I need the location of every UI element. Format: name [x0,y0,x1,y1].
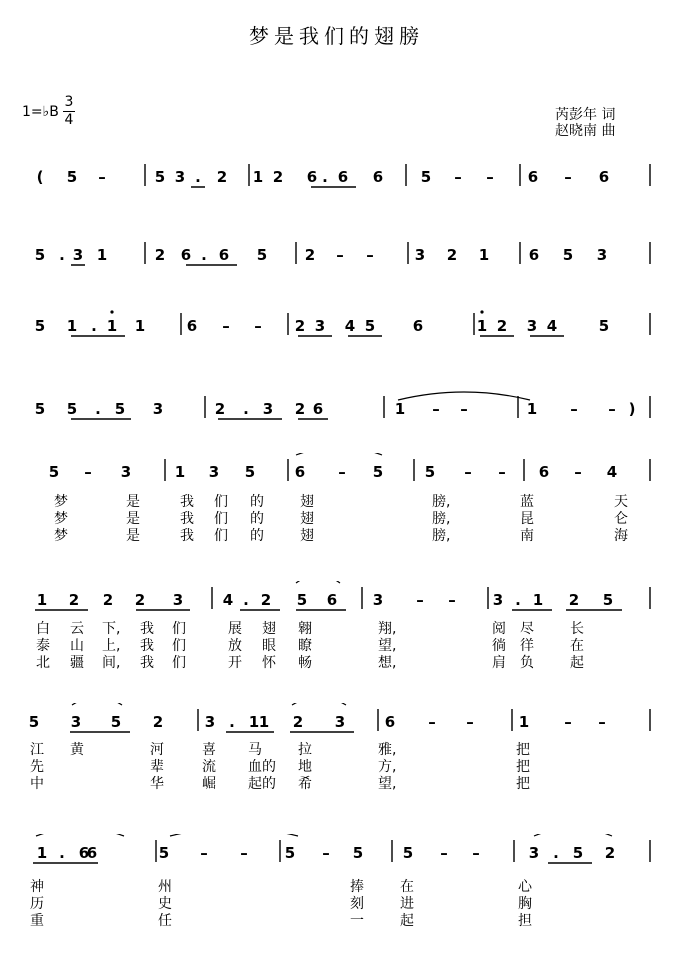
note: 3 [334,713,346,731]
note: – [200,844,208,862]
lyric-word: 是 [126,511,140,527]
note: 3 [596,246,608,264]
note: 5 [296,591,308,609]
lyric-word: 北 [36,655,50,671]
slur [170,834,298,836]
lyric-word: 南 [520,528,534,544]
lyric-word: 神 [30,879,44,895]
note: 6 [218,246,230,264]
note: 5 [244,463,256,481]
note: 1 [134,317,146,335]
note: 5 [420,168,432,186]
lyric-word: 海 [614,528,628,544]
lyric-word: 雅, [378,742,397,758]
lyric-word: 先 [30,759,44,775]
note: 3 [372,591,384,609]
lyric-word: 望, [378,776,397,792]
note: 2 [260,591,272,609]
note: 1 [36,844,48,862]
lyric-word: 把 [516,742,530,758]
key-signature: 1=♭B [22,104,59,120]
note: 1 [394,400,406,418]
notation-marks [0,236,673,266]
note: – [322,844,330,862]
note: 5 [158,844,170,862]
note: – [564,168,572,186]
lyric-word: 崛 [202,776,216,792]
note: 3 [72,246,84,264]
note: 6 [294,463,306,481]
note: 2 [216,168,228,186]
notation-marks [0,158,673,188]
note: 5 [572,844,584,862]
note: 2 [214,400,226,418]
note: – [466,713,474,731]
note: – [564,713,572,731]
lyric-word: 翅 [300,511,314,527]
slur [72,703,122,705]
note: . [59,844,65,862]
note: – [428,713,436,731]
note: – [574,463,582,481]
note: 5 [48,463,60,481]
note: 5 [34,317,46,335]
note: 2 [294,400,306,418]
note: 6 [337,168,349,186]
lyric-word: 在 [400,879,414,895]
lyric-word: 徜 [492,638,506,654]
lyric-word: 天 [614,494,628,510]
note: . [243,591,249,609]
lyric-word: 翅 [262,621,276,637]
slur [296,581,340,583]
lyric-word: 是 [126,528,140,544]
notation-row-7 [0,711,673,735]
notation-row-3 [0,315,673,339]
lyric-word: 膀, [432,511,451,527]
note: 2 [152,713,164,731]
note: 2 [294,317,306,335]
slur [292,703,346,705]
note: 5 [402,844,414,862]
note: 6 [312,400,324,418]
note: . [195,168,201,186]
lyric-word: 们 [172,655,186,671]
lyric-word: 仑 [614,511,628,527]
note: 6 [186,317,198,335]
note: 4 [546,317,558,335]
notation-row-4 [0,398,673,422]
lyric-word: 尽 [520,621,534,637]
note: 2 [292,713,304,731]
note: – [464,463,472,481]
note: – [598,713,606,731]
note: 5 [364,317,376,335]
note: – [440,844,448,862]
lyric-word: 们 [214,511,228,527]
note: . [95,400,101,418]
lyric-word: 拉 [298,742,312,758]
lyric-word: 间, [102,655,121,671]
composer-credit: 赵晓南 曲 [555,123,616,139]
note: 6 [412,317,424,335]
note: 3 [204,713,216,731]
note: – [416,591,424,609]
note: ) [628,400,636,418]
note: 4 [606,463,618,481]
lyric-word: 白 [36,621,50,637]
note: 1 [96,246,108,264]
note: – [486,168,494,186]
note: – [460,400,468,418]
notation-marks [0,307,673,337]
lyric-word: 翔, [378,621,397,637]
note: . [322,168,328,186]
note: 5 [256,246,268,264]
note: 1 [478,246,490,264]
lyric-word: 们 [172,638,186,654]
notation-row-8 [0,842,673,866]
lyric-word: 捧 [350,879,364,895]
lyric-word: 胸 [518,896,532,912]
note: 3 [120,463,132,481]
lyric-word: 长 [570,621,584,637]
notation-row-2 [0,244,673,268]
lyric-word: 眼 [262,638,276,654]
lyric-word: 中 [30,776,44,792]
note: 5 [284,844,296,862]
lyric-word: 膀, [432,528,451,544]
lyric-word: 的 [250,494,264,510]
lyric-word: 们 [172,621,186,637]
note: 3 [208,463,220,481]
lyric-word: 展 [228,621,242,637]
lyric-word: 把 [516,776,530,792]
note: 3 [492,591,504,609]
notation-marks [0,390,673,420]
note: 3 [414,246,426,264]
note: 1 [532,591,544,609]
lyric-word: 阅 [492,621,506,637]
note: 2 [68,591,80,609]
note: 5 [372,463,384,481]
note: 2 [446,246,458,264]
lyric-word: 翅 [300,528,314,544]
song-title: 梦是我们的翅膀 [249,24,424,48]
lyric-word: 的 [250,511,264,527]
note: – [498,463,506,481]
lyric-word: 徉 [520,638,534,654]
lyric-word: 史 [158,896,172,912]
lyric-word: 翅 [300,494,314,510]
note: . [553,844,559,862]
lyric-word: 怀 [262,655,276,671]
lyric-word: 重 [30,913,44,929]
notation-marks [0,581,673,611]
lyric-word: 泰 [36,638,50,654]
note: 6 [598,168,610,186]
note: – [84,463,92,481]
lyric-word: 蓝 [520,494,534,510]
notation-row-1 [0,166,673,190]
notation-row-6 [0,589,673,613]
note: 3 [174,168,186,186]
lyric-word: 历 [30,896,44,912]
note: – [608,400,616,418]
note: 5 [602,591,614,609]
note: 5 [66,400,78,418]
note: 3 [526,317,538,335]
note: 6 [86,844,98,862]
lyric-word: 们 [214,494,228,510]
lyric-word: 疆 [70,655,84,671]
note: 3 [528,844,540,862]
note: . [515,591,521,609]
lyric-word: 想, [378,655,397,671]
lyric-word: 我 [140,638,154,654]
lyric-word: 望, [378,638,397,654]
note: 3 [70,713,82,731]
lyric-word: 我 [180,511,194,527]
lyric-word: 翱 [298,621,312,637]
note: . [243,400,249,418]
note: 3 [152,400,164,418]
note: 2 [304,246,316,264]
note: 1 [258,713,270,731]
note: – [338,463,346,481]
note: . [59,246,65,264]
note: – [222,317,230,335]
lyric-word: 梦 [54,494,68,510]
note: 5 [34,400,46,418]
lyric-word: 是 [126,494,140,510]
slur [36,834,124,836]
lyric-word: 我 [140,655,154,671]
note: ( [36,168,44,186]
note: – [454,168,462,186]
note: 2 [134,591,146,609]
lyric-word: 江 [30,742,44,758]
lyric-word: 我 [180,528,194,544]
note: 1 [106,317,118,335]
lyric-word: 华 [150,776,164,792]
note: 5 [154,168,166,186]
lyricist-credit: 芮彭年 词 [555,107,616,123]
high-octave-dot [110,310,113,313]
note: 6 [326,591,338,609]
lyric-word: 希 [298,776,312,792]
note: 2 [496,317,508,335]
note: 5 [424,463,436,481]
lyric-word: 起 [570,655,584,671]
note: . [91,317,97,335]
lyric-word: 起的 [248,776,276,792]
note: 3 [262,400,274,418]
slur [296,453,382,455]
lyric-word: 在 [570,638,584,654]
note: 1 [174,463,186,481]
lyric-word: 辈 [150,759,164,775]
note: 2 [154,246,166,264]
note: 1 [252,168,264,186]
lyric-word: 负 [520,655,534,671]
lyric-word: 们 [214,528,228,544]
high-octave-dot [480,310,483,313]
lyric-word: 下, [102,621,121,637]
note: . [229,713,235,731]
lyric-word: 起 [400,913,414,929]
note: 4 [344,317,356,335]
time-signature-bottom: 4 [64,112,74,128]
lyric-word: 梦 [54,511,68,527]
lyric-word: 黄 [70,742,84,758]
note: . [201,246,207,264]
lyric-word: 梦 [54,528,68,544]
lyric-word: 云 [70,621,84,637]
lyric-word: 马 [248,742,262,758]
note: 1 [66,317,78,335]
note: – [432,400,440,418]
lyric-word: 喜 [202,742,216,758]
lyric-word: 上, [102,638,121,654]
note: 5 [110,713,122,731]
note: 5 [562,246,574,264]
time-signature [63,95,75,128]
notation-row-5 [0,461,673,485]
lyric-word: 山 [70,638,84,654]
note: 3 [314,317,326,335]
lyric-word: 血的 [248,759,276,775]
note: – [570,400,578,418]
note: 5 [34,246,46,264]
note: – [472,844,480,862]
slur [398,392,530,400]
note: 6 [527,168,539,186]
slur [534,834,612,836]
note: 2 [568,591,580,609]
lyric-word: 瞭 [298,638,312,654]
note: 5 [66,168,78,186]
lyric-word: 一 [350,913,364,929]
lyric-word: 昆 [520,511,534,527]
lyric-word: 进 [400,896,414,912]
note: – [366,246,374,264]
lyric-word: 方, [378,759,397,775]
note: 6 [180,246,192,264]
note: 6 [384,713,396,731]
note: 6 [306,168,318,186]
lyric-word: 担 [518,913,532,929]
lyric-word: 把 [516,759,530,775]
note: 6 [372,168,384,186]
lyric-word: 畅 [298,655,312,671]
note: – [448,591,456,609]
note: 5 [114,400,126,418]
note: 2 [272,168,284,186]
note: 1 [248,713,260,731]
note: 5 [28,713,40,731]
note: 2 [604,844,616,862]
lyric-word: 任 [158,913,172,929]
notation-marks [0,703,673,733]
note: 3 [172,591,184,609]
lyric-word: 地 [298,759,312,775]
lyric-word: 我 [140,621,154,637]
lyric-word: 肩 [492,655,506,671]
note: – [336,246,344,264]
note: 1 [476,317,488,335]
note: – [240,844,248,862]
note: 6 [78,844,90,862]
note: 1 [518,713,530,731]
note: 1 [36,591,48,609]
notation-marks [0,453,673,483]
note: 1 [526,400,538,418]
note: 2 [102,591,114,609]
lyric-word: 心 [518,879,532,895]
note: 6 [528,246,540,264]
note: 5 [352,844,364,862]
note: 6 [538,463,550,481]
lyric-word: 放 [228,638,242,654]
lyric-word: 膀, [432,494,451,510]
lyric-word: 我 [180,494,194,510]
time-signature-top: 3 [64,94,74,110]
lyric-word: 州 [158,879,172,895]
note: 4 [222,591,234,609]
note: – [254,317,262,335]
lyric-word: 开 [228,655,242,671]
lyric-word: 刻 [350,896,364,912]
lyric-word: 流 [202,759,216,775]
lyric-word: 河 [150,742,164,758]
notation-marks [0,834,673,864]
lyric-word: 的 [250,528,264,544]
note: – [98,168,106,186]
note: 5 [598,317,610,335]
